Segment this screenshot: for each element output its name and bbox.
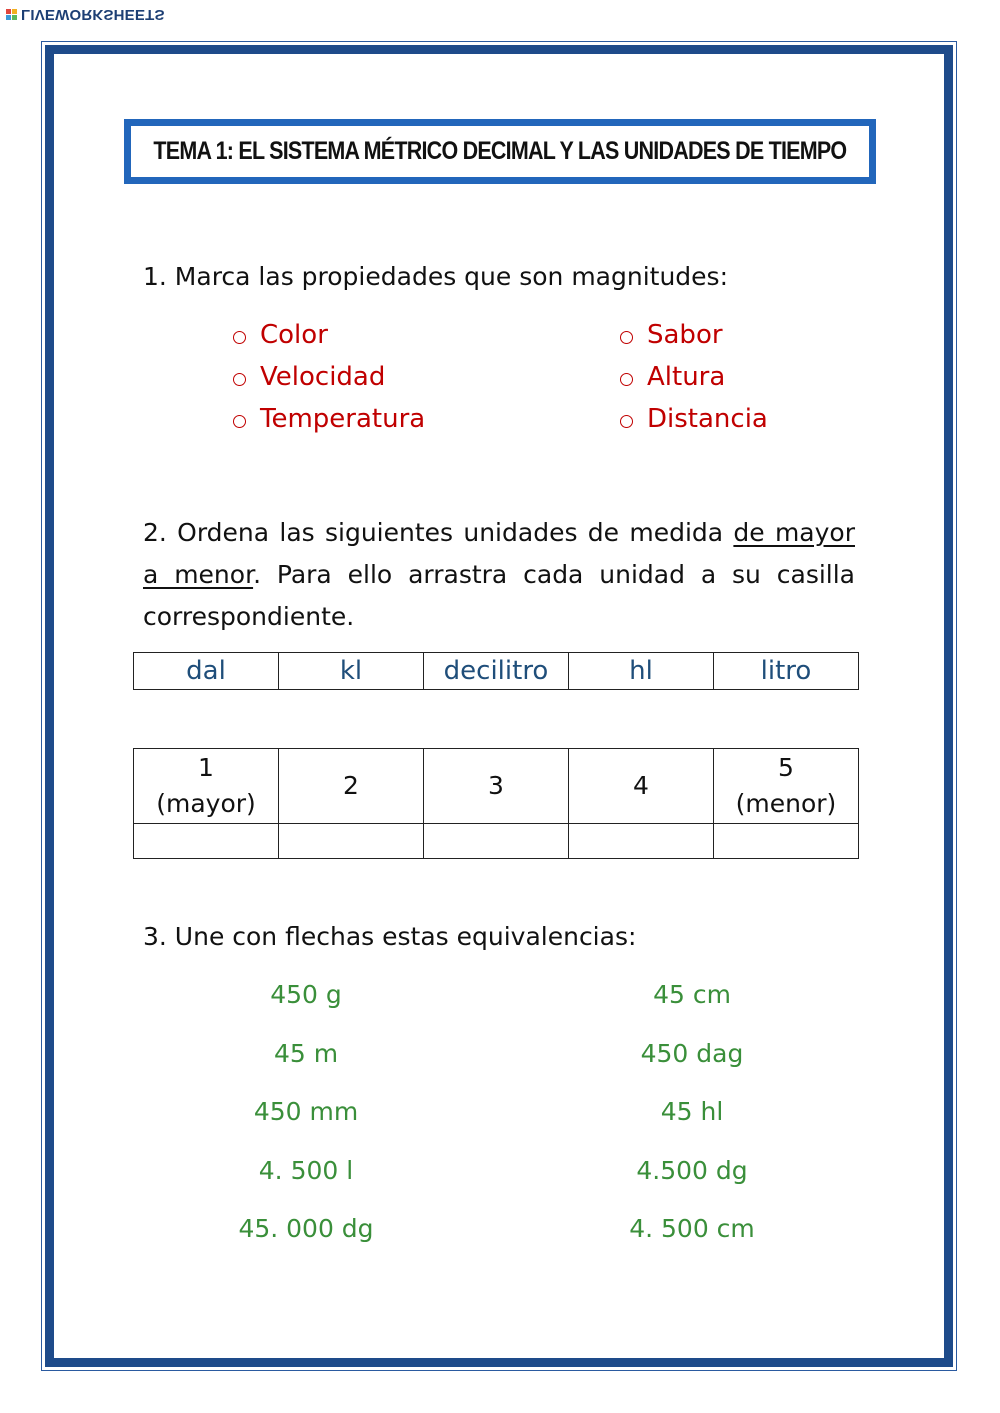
order-note: (menor): [735, 789, 837, 818]
radio-circle-icon[interactable]: [620, 331, 633, 344]
equivalence-left-item[interactable]: 450 g: [270, 980, 342, 1009]
radio-circle-icon[interactable]: [620, 373, 633, 386]
equivalence-left-item[interactable]: 45. 000 dg: [238, 1214, 374, 1243]
radio-circle-icon[interactable]: [233, 373, 246, 386]
unit-draggable[interactable]: dal: [134, 653, 279, 690]
option-altura[interactable]: [620, 362, 725, 392]
drop-slot-3[interactable]: [424, 824, 569, 859]
order-header-3: [424, 749, 569, 824]
title-box: [124, 119, 876, 184]
units-bank: [133, 652, 859, 690]
drop-slot-1[interactable]: [134, 824, 279, 859]
question-2-prompt: [143, 512, 855, 638]
order-header-2: [279, 749, 424, 824]
radio-circle-icon[interactable]: [233, 331, 246, 344]
order-number: 5: [778, 753, 794, 782]
order-table: [133, 748, 859, 859]
question-2-prompt-start: 2. Ordena las siguientes unidades de medida: [143, 518, 734, 547]
unit-draggable[interactable]: litro: [714, 653, 859, 690]
brand-name: LIVEWORKSHEETS: [21, 5, 165, 23]
option-label: Distancia: [647, 404, 768, 434]
question-2-prompt-underlined: de mayor a menor: [143, 518, 855, 589]
radio-circle-icon[interactable]: [620, 415, 633, 428]
equivalence-right-item[interactable]: 4. 500 cm: [629, 1214, 755, 1243]
order-number: 2: [343, 771, 359, 800]
unit-draggable[interactable]: decilitro: [424, 653, 569, 690]
option-color[interactable]: [233, 320, 328, 350]
order-number: 3: [488, 771, 504, 800]
equivalence-right-item[interactable]: 45 cm: [653, 980, 731, 1009]
equivalence-right-item[interactable]: 450 dag: [640, 1039, 744, 1068]
option-sabor[interactable]: [620, 320, 723, 350]
option-label: Color: [260, 320, 328, 350]
equivalence-left-item[interactable]: 450 mm: [253, 1097, 359, 1126]
order-header-5: [714, 749, 859, 824]
option-label: Velocidad: [260, 362, 386, 392]
equivalence-left-item[interactable]: 45 m: [273, 1039, 339, 1068]
equivalence-right-item[interactable]: 45 hl: [660, 1097, 724, 1126]
drop-slot-2[interactable]: [279, 824, 424, 859]
order-number: 1: [198, 753, 214, 782]
question-1-prompt: 1. Marca las propiedades que son magnitudes:: [143, 262, 728, 291]
order-note: (mayor): [156, 789, 256, 818]
option-label: Altura: [647, 362, 726, 392]
order-number: 4: [633, 771, 649, 800]
order-header-1: [134, 749, 279, 824]
unit-draggable[interactable]: hl: [569, 653, 714, 690]
brand-logo-icon: [6, 9, 17, 20]
option-temperatura[interactable]: [233, 404, 425, 434]
equivalence-left-item[interactable]: 4. 500 l: [258, 1156, 354, 1185]
order-header-4: [569, 749, 714, 824]
brand: [6, 4, 165, 24]
drop-slot-4[interactable]: [569, 824, 714, 859]
radio-circle-icon[interactable]: [233, 415, 246, 428]
option-velocidad[interactable]: [233, 362, 385, 392]
unit-draggable[interactable]: kl: [279, 653, 424, 690]
question-3-prompt: 3. Une con flechas estas equivalencias:: [143, 922, 637, 951]
question-2-prompt-end: . Para ello arrastra cada unidad a su casilla correspondiente.: [143, 560, 856, 631]
equivalence-right-item[interactable]: 4.500 dg: [636, 1156, 748, 1185]
page-title: TEMA 1: EL SISTEMA MÉTRICO DECIMAL Y LAS UNIDADES DE TIEMPO: [153, 137, 847, 165]
option-label: Temperatura: [260, 404, 426, 434]
option-label: Sabor: [647, 320, 723, 350]
option-distancia[interactable]: [620, 404, 768, 434]
drop-slot-5[interactable]: [714, 824, 859, 859]
